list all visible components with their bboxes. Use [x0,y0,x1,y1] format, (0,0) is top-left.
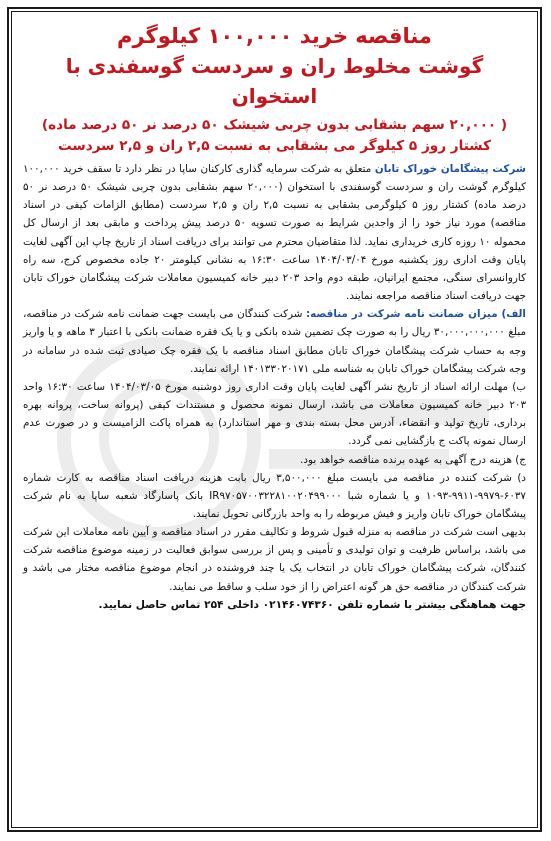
section-a-title: الف) میزان ضمانت نامه شرکت در مناقصه: [305,308,526,321]
section-a-text: شرکت کنندگان می بایست جهت ضمانت نامه شرکت در مناقصه، مبلغ ۳۰,۰۰۰,۰۰۰,۰۰۰ ریال را به صورت چک تضمین شده بانکی و یا یک فقره ضمانت بانکی با اعتبار ۳ ماهه و یا واریز وجه به حساب شرکت پیشگامان خوراک تابان مطابق اسناد مناقصه با یک فقره چک صیادی ثبت شده در سامانه در وجه شرکت پیشگامان خوراک تابان به شناسه ملی ۱۴۰۱۳۳۰۲۰۱۷۱ ارائه نمایند. [23,308,526,375]
notice-body [23,160,526,596]
closing-paragraph: بدیهی است شرکت در مناقصه به منزله قبول شروط و تکالیف مقرر در اسناد مناقصه و آیین نامه معاملات این شرکت می باشد، براساس ظرفیت و توان تولیدی و تأمینی و پس از بررسی سوابق فعالیت در زمینه موضوع مناقصه شرکت کنندگان، شرکت پیشگامان خوراک تابان در انتخاب یک یا چند فروشنده در انجام موضوع مناقصه مختار می باشد و شرکت کنندگان در مناقصه حق هر گونه اعتراض را از خود سلب و ساقط می نمایند. [23,526,526,593]
tender-title: مناقصه خرید ۱۰۰,۰۰۰ کیلوگرم [117,24,432,48]
section-a-paragraph [23,305,526,378]
intro-text: متعلق به شرکت سرمایه گذاری کارکنان ساپا در نظر دارد تا سقف خرید ۱۰۰,۰۰۰ کیلوگرم گوشت ران و سردست گوسفندی با استخوان (۲۰,۰۰۰ سهم بشقابی بدون چربی شیشک ۵۰ درصد نر ۵۰ درصد ماده) کشتار روز ۵ کیلوگرمی بشقابی به نسبت ۲,۵ ران و ۲,۵ سردست (مطابق الزامات کیفی در اسناد مناقصه) مورد نیاز خود را از واجدین شرایط به صورت تسویه ۵۰ درصد پیش پرداخت و مابقی بعد از ارسال کل محموله ۱۰ روزه کاری خریداری نماید. لذا متقاضیان محترم می توانند برای دریافت اسناد از تاریخ چاپ این آگهی لغایت پایان وقت اداری روز یکشنبه مورخ ۱۴۰۴/۰۳/۰۴ ساعت ۱۶:۳۰ به نشانی کیلومتر ۲۰ جاده مخصوص کرج، سه راه کاروانسرای سنگی، مجتمع ایرانیان، طبقه دوم واحد ۲۰۳ دبیر خانه کمیسیون معاملات شرکت پیشگامان خوراک تابان جهت دریافت اسناد مناقصه مراجعه نمایند. [23,163,526,303]
tender-subtitle-line2: کشتار روز ۵ کیلوگر می بشقابی به نسبت ۲,۵ ران و ۲,۵ سردست [57,138,492,154]
contact-footer: جهت هماهنگی بیشتر با شماره تلفن ۰۲۱۴۶۰۷۴۳۶۰ داخلی ۲۵۴ تماس حاصل نمایید. [98,598,526,611]
tender-title-line2: گوشت مخلوط ران و سردست گوسفندی با استخوان [65,54,484,108]
section-b-paragraph: ب) مهلت ارائه اسناد از تاریخ نشر آگهی لغایت پایان وقت اداری روز دوشنبه مورخ ۱۴۰۴/۰۳/۰۵ ساعت ۱۶:۳۰ واحد ۲۰۳ دبیر خانه کمیسیون معاملات می باشد، ارسال نمونه محصول و مستندات کیفی (پروانه ساخت، پروانه بهره برداری، تاریخ تولید و انقضاء، آدرس محل بسته بندی و مهر استاندارد) به همراه پاکت الزامیست و در صورت عدم ارسال نمونه پاکت ج بازگشایی نمی گردد. [23,380,527,448]
section-d-paragraph: د) شرکت کننده در مناقصه می بایست مبلغ ۳,۵۰۰,۰۰۰ ریال بابت هزینه دریافت اسناد مناقصه به کارت شماره ۶۰۳۷-۹۹۷۹-۹۹۱۱-۱۰۹۳ و یا شماره شبا IR۹۷۰۵۷۰۰۳۲۲۸۱۰۰۲۰۴۹۹۰۰۰ بانک پاسارگاد شعبه ساپا به نام شرکت پیشگامان خوراک تابان واریز و فیش مربوطه را به واحد بازرگانی تحویل نمایند. [23,471,527,520]
company-name: شرکت پیشگامان خوراک تابان [374,163,526,175]
tender-subtitle-line1: ( ۲۰,۰۰۰ سهم بشقابی بدون چربی شیشک ۵۰ درصد نر ۵۰ درصد ماده) [41,117,508,133]
intro-paragraph [23,160,526,305]
notice-content [23,21,526,614]
advertisement-frame [7,7,542,832]
section-c-paragraph: ج) هزینه درج آگهی به عهده برنده مناقصه خواهد بود. [300,453,526,466]
